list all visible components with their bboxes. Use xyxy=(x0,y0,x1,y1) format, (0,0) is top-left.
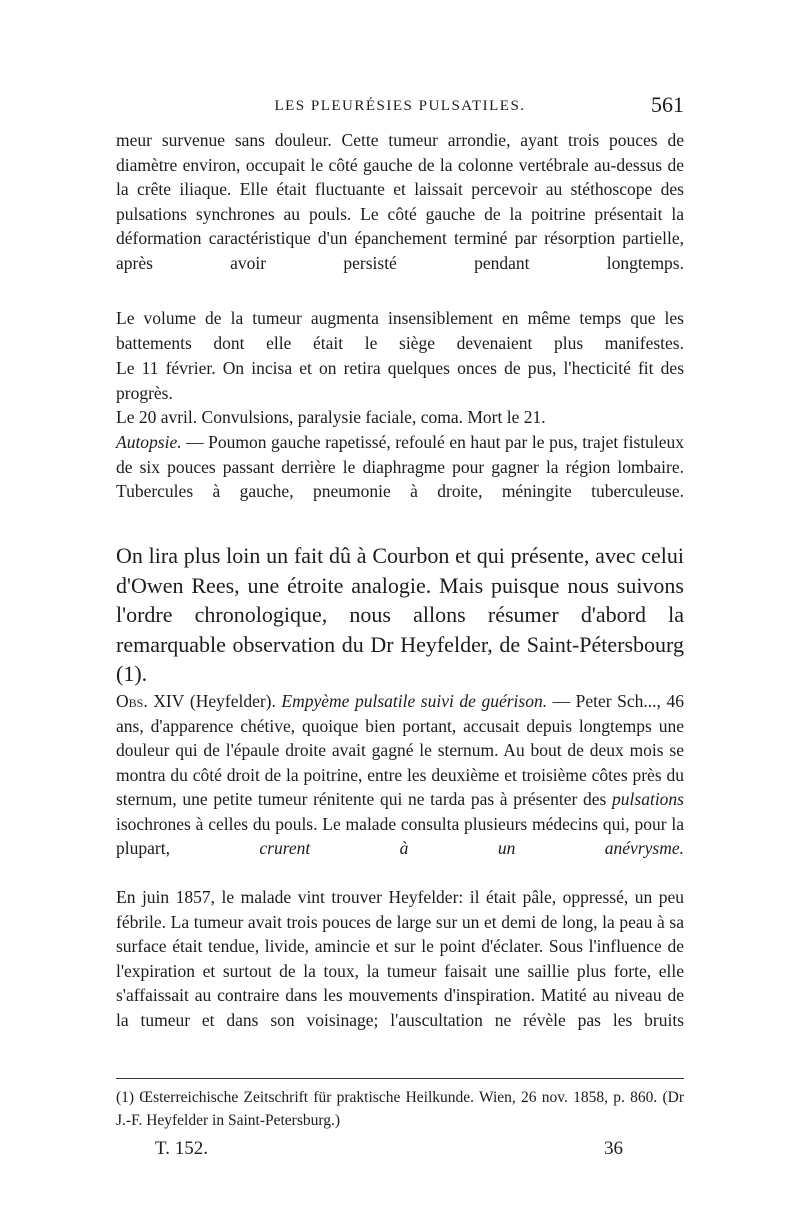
paragraph-april: Le 20 avril. Convulsions, paralysie faciale, coma. Mort le 21. xyxy=(116,407,546,427)
observation-aneurysm: crurent à un anévrysme. xyxy=(259,838,684,858)
footnote: (1) Œsterreichische Zeitschrift für praktische Heilkunde. Wien, 26 nov. 1858, p. 860. (Dr J.-F. Heyfelder in Saint-Petersburg.) xyxy=(116,1089,684,1129)
paragraph-introduction-heyfelder: On lira plus loin un fait dû à Courbon et qui présente, avec celui d'Owen Rees, une étroite analogie. Mais puisque nous suivons l'ordre chronologique, nous allons résumer d'abord la remarquable observation du Dr Heyfelder, de Saint-Pétersbourg (1). xyxy=(116,543,684,686)
observation-author: (Heyfelder). xyxy=(184,691,282,711)
paragraph-june-1857: En juin 1857, le malade vint trouver Heyfelder: il était pâle, oppressé, un peu fébrile. La tumeur avait trois pouces de large sur un et demi de long, la peau à sa surface était tendue, livide, amincie et sur le point d'éclater. Sous l'influence de l'expiration et surtout de la toux, la tumeur faisait une saillie plus forte, elle s'affaissait au contraire dans les mouvements d'inspiration. Matité au niveau de la tumeur et dans son voisinage; l'auscultation ne révèle pas les bruits xyxy=(116,887,684,1030)
page-header xyxy=(116,92,684,122)
footnote-rule xyxy=(116,1078,684,1079)
paragraph-observation-xiv xyxy=(116,689,684,861)
observation-title: Empyème pulsatile suivi de guérison. xyxy=(281,691,548,711)
paragraph-tumor-volume: Le volume de la tumeur augmenta insensiblement en même temps que les battements dont elle était le siège devenaient plus manifestes. xyxy=(116,308,684,353)
observation-text-continued: isochrones à celles du pouls. Le malade consulta plusieurs médecins qui, pour la plupart, xyxy=(116,813,684,858)
observation-text: — Peter Sch..., 46 ans, d'apparence chétive, quoique bien portant, accusait depuis longtemps une douleur qui de l'épaule droite avait gagné le sternum. Au bout de deux mois se montra du côté droit de la poitrine, entre les deuxième et troisième côtes près du sternum, une petite tumeur rénitente qui ne tarda pas à présenter des xyxy=(116,691,684,809)
running-title: LES PLEURÉSIES PULSATILES. xyxy=(274,98,526,114)
autopsy-text: — Poumon gauche rapetissé, refoulé en haut par le pus, trajet fistuleux de six pouces passant derrière le diaphragme pour gagner la région lombaire. Tubercules à gauche, pneumonie à droite, méningite tuberculeuse. xyxy=(116,432,684,501)
page-number: 561 xyxy=(651,92,684,117)
paragraph-february: Le 11 février. On incisa et on retira quelques onces de pus, l'hecticité fit des progrès. xyxy=(116,358,684,403)
paragraph-case-description: meur survenue sans douleur. Cette tumeur arrondie, ayant trois pouces de diamètre environ, occupait le côté gauche de la colonne vertébrale au-dessus de la crête iliaque. Elle était fluctuante et laissait percevoir au stéthoscope des pulsations synchrones au pouls. Le côté gauche de la poitrine présentait la déformation caractéristique d'un épanchement terminé par résorption partielle, après avoir persisté pendant longtemps. xyxy=(116,130,684,273)
signature-mark: T. 152. xyxy=(155,1138,208,1159)
paragraph-autopsy xyxy=(116,430,684,504)
autopsy-label: Autopsie. xyxy=(116,432,182,452)
observation-pulsations: pulsations xyxy=(612,789,684,809)
observation-label: Obs. XIV xyxy=(116,691,185,711)
sheet-number: 36 xyxy=(604,1138,623,1159)
